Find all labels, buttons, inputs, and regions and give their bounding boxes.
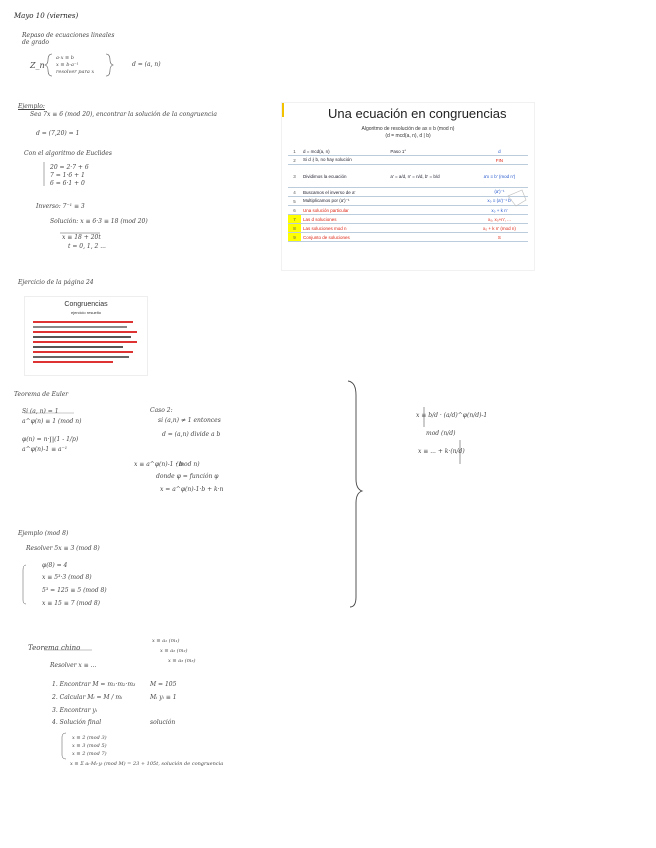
s3-mid-2: (mod n) xyxy=(176,461,200,468)
row-step: Una solución particular xyxy=(301,206,388,215)
intro-formula: Z_n xyxy=(30,61,45,70)
s5-small-2: x ≡ 3 (mod 5) xyxy=(72,743,107,749)
row-step: Dividimos la ecuación xyxy=(301,165,388,188)
row-step: Conjunto de soluciones xyxy=(301,233,388,242)
row-result: x₀ + k n' xyxy=(471,206,528,215)
s5-line-3: 3. Encontrar yᵢ xyxy=(52,707,97,714)
s5-right-1: x ≡ a₁ (m₁) xyxy=(152,638,180,644)
row-number: 7 xyxy=(288,215,301,224)
row-mid: Paso 1° xyxy=(388,147,471,156)
pencil-sketch xyxy=(508,190,526,206)
s5-side-2: Mᵢ yᵢ ≡ 1 xyxy=(150,694,177,701)
intro-formula-2: d = (a, n) xyxy=(132,61,161,68)
page-heading: Mayo 10 (viernes) xyxy=(14,12,79,20)
ejemplo-label: Ejemplo: xyxy=(18,103,45,110)
row-step: d = mcd(a, n) xyxy=(301,147,388,156)
s4-line-2: x ≡ 5³·3 (mod 8) xyxy=(42,574,92,581)
s3-line-4: a^φ(n)-1 ≡ a⁻¹ xyxy=(22,446,68,453)
s3-line-2: a^φ(n) ≡ 1 (mod n) xyxy=(22,418,82,425)
s5-small-brace xyxy=(62,733,66,759)
row-number: 5 xyxy=(288,197,301,206)
s4-line-1: φ(8) = 4 xyxy=(42,562,68,569)
s4-line-3: 5³ = 125 ≡ 5 (mod 8) xyxy=(42,587,107,594)
note-title: Congruencias xyxy=(64,301,108,308)
ejercicio-label: Ejercicio de la página 24 xyxy=(18,279,94,286)
intro-brace-line-1: a·x ≡ b xyxy=(56,55,74,61)
s5-right-2: x ≡ a₂ (m₂) xyxy=(160,648,188,654)
intro-line-2: de grado xyxy=(22,39,50,46)
s5-side-1: M = 105 xyxy=(150,681,177,688)
row-number: 6 xyxy=(288,206,301,215)
row-result: (a')⁻¹ xyxy=(471,188,528,197)
s3-right-3: d = (a,n) divide a b xyxy=(162,431,221,438)
row-step: Multiplicamos por (a')⁻¹ xyxy=(301,197,388,206)
row-result: FIN xyxy=(471,156,528,165)
s5-right-3: x ≡ a₃ (m₃) xyxy=(168,658,196,664)
row-result: d xyxy=(471,147,528,156)
euclides-line-2: 7 = 1·6 + 1 xyxy=(50,172,85,179)
frac-line-1: x ≡ 18 + 20t xyxy=(62,234,101,241)
s5-sub: Resolver x ≡ ... xyxy=(50,662,97,669)
s5-small-1: x ≡ 2 (mod 3) xyxy=(72,735,107,741)
frac-line-2: t = 0, 1, 2 ... xyxy=(68,243,106,250)
s3-line-3: φ(n) = n·∏(1 - 1/p) xyxy=(22,436,79,443)
row-result: S xyxy=(471,233,528,242)
row-number: 9 xyxy=(288,233,301,242)
euclides-line-1: 20 = 2·7 + 6 xyxy=(50,164,89,171)
s3-right-1: Caso 2: xyxy=(150,407,173,414)
far-right-3: x ≡ ... + k·(n/d) xyxy=(418,448,465,455)
s3-right-2: si (a,n) ≠ 1 entonces xyxy=(158,417,221,424)
slide-subtitle-2: (d = mcd(a, n), d | b) xyxy=(385,133,431,139)
row-step: Las soluciones mod n xyxy=(301,224,388,233)
large-brace xyxy=(348,381,362,607)
s5-small-3: x ≡ 2 (mod 7) xyxy=(72,751,107,757)
ejemplo-line: Sea 7x ≡ 6 (mod 20), encontrar la solución de la congruencia xyxy=(30,111,217,118)
note-subtitle: ejercicio resuelto xyxy=(70,310,101,315)
row-step: Si d ∤ b, no hay solución xyxy=(301,156,388,165)
row-result: x₀ ≡ (a')⁻¹ b' xyxy=(471,197,528,206)
s5-side-3: solución xyxy=(150,719,176,726)
row-mid: a' = a/d, n' = n/d, b' = b/d xyxy=(388,165,471,188)
row-step: Buscamos el inverso de a' xyxy=(301,188,388,197)
far-right-1: x ≡ b/d · (a/d)^φ(n/d)-1 xyxy=(416,412,488,419)
s5-line-1: 1. Encontrar M = m₁·m₂·m₃ xyxy=(52,681,136,688)
s3-mid-3: donde φ = función φ xyxy=(156,473,219,480)
s3-line-1: Si (a, n) = 1 xyxy=(22,408,59,415)
row-number: 8 xyxy=(288,224,301,233)
inverse-line: Solución: x ≡ 6·3 ≡ 18 (mod 20) xyxy=(50,218,148,225)
row-number: 1 xyxy=(288,147,301,156)
row-number: 3 xyxy=(288,165,301,188)
intro-line-1: Repaso de ecuaciones lineales xyxy=(22,32,115,39)
row-number: 2 xyxy=(288,156,301,165)
row-result: x₀, x₀+n', ... xyxy=(471,215,528,224)
s4-bracket xyxy=(23,565,26,604)
intro-brace-right xyxy=(106,54,113,76)
far-right-bars xyxy=(424,407,460,464)
row-number: 4 xyxy=(288,188,301,197)
intro-brace xyxy=(45,54,52,76)
s3-mid-4: x = a^φ(n)-1·b + k·n xyxy=(160,486,224,493)
s3-mid-1: x ≡ a^φ(n)-1 · b xyxy=(134,461,183,468)
intro-brace-line-2: x ≡ b·a⁻¹ xyxy=(56,62,79,68)
euclides-line-3: 6 = 6·1 + 0 xyxy=(50,180,85,187)
s5-line-4: 4. Solución final xyxy=(52,719,102,726)
slide-title: Una ecuación en congruencias xyxy=(328,106,507,121)
section5-label: Teorema chino xyxy=(28,644,81,652)
far-right-2: mod (n/d) xyxy=(426,430,456,437)
row-result: x₀ + k n' (mod n) xyxy=(471,224,528,233)
section4-label: Ejemplo (mod 8) xyxy=(18,530,69,537)
row-result: a'x ≡ b' (mod n') xyxy=(471,165,528,188)
inverse-label: Inverso: 7⁻¹ ≡ 3 xyxy=(36,203,85,210)
s4-sub: Resolver 5x ≡ 3 (mod 8) xyxy=(26,545,100,552)
slide-subtitle-1: Algoritmo de resolución de ax ≡ b (mod n) xyxy=(361,126,455,132)
section3-label: Teorema de Euler xyxy=(14,391,69,398)
row-step: Las d soluciones xyxy=(301,215,388,224)
s5-line-2: 2. Calcular Mᵢ = M / mᵢ xyxy=(52,694,123,701)
s4-line-4: x ≡ 15 ≡ 7 (mod 8) xyxy=(42,600,100,607)
ejemplo-sub: d = (7,20) = 1 xyxy=(36,130,80,137)
euclides-label: Con el algoritmo de Euclides xyxy=(24,150,112,157)
s5-last: x ≡ Σ aᵢ·Mᵢ·yᵢ (mod M) = 23 + 105t, solución de congruencia xyxy=(70,761,224,767)
intro-brace-line-3: resolver para x xyxy=(56,69,95,75)
